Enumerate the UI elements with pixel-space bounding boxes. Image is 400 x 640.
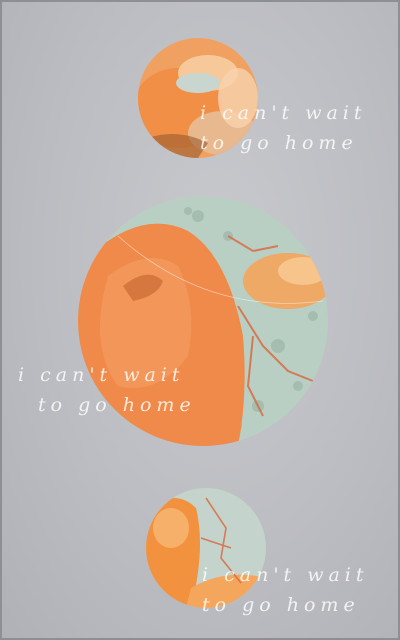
quote-line-1: i can't wait (200, 102, 367, 124)
quote-line-1: i can't wait (18, 364, 185, 386)
quote-text-top (200, 98, 367, 158)
quote-line-2: to go home (200, 132, 358, 154)
quote-line-2: to go home (38, 394, 196, 416)
quote-text-bottom (202, 560, 369, 620)
quote-line-1: i can't wait (202, 564, 369, 586)
quote-text-middle (18, 360, 196, 420)
quote-line-2: to go home (202, 594, 360, 616)
